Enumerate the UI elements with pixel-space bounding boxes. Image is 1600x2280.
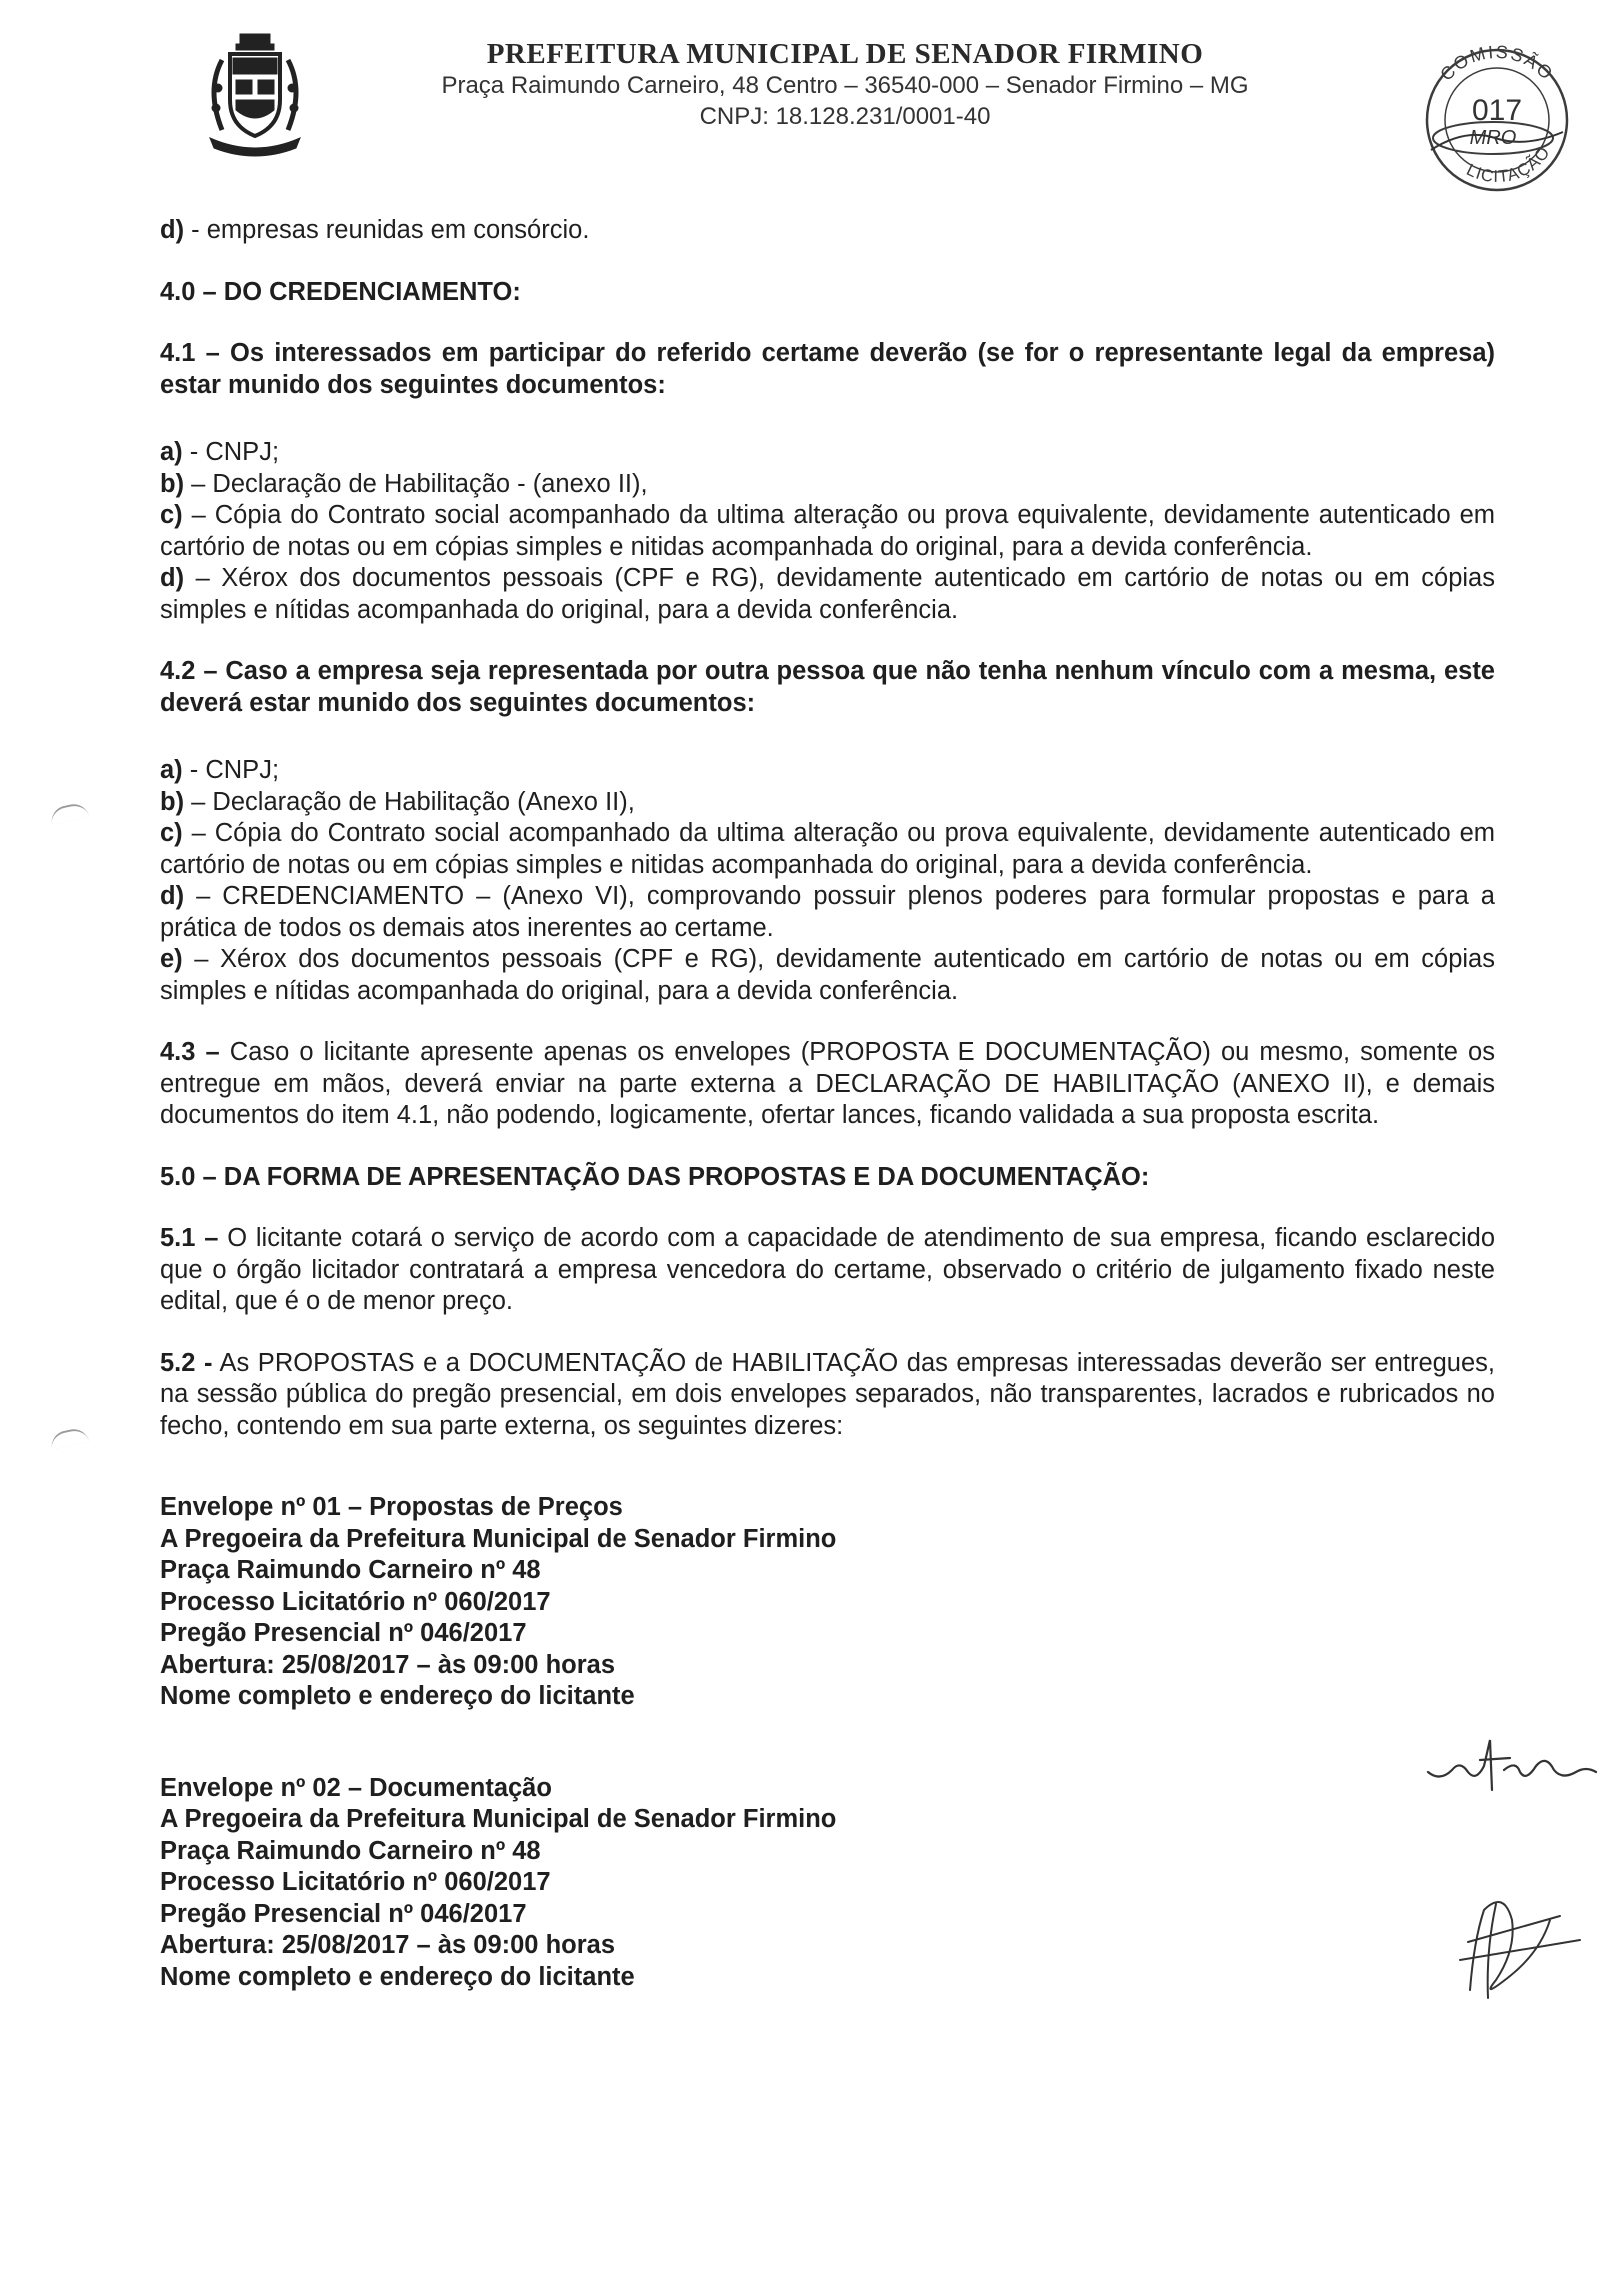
section-4-3: 4.3 – Caso o licitante apresente apenas os envelopes (PROPOSTA E DOCUMENTAÇÃO) ou mesmo, somente os entregue em mãos, deverá enviar na parte externa a DECLARAÇÃO DE HABILITAÇÃO (ANEXO II), e demais documentos do item 4.1, não podendo, logicamente, ofertar lances, ficando validada a sua proposta escrita. xyxy=(160,1038,1495,1129)
margin-mark xyxy=(49,1426,89,1450)
section-4-2-lead: 4.2 – Caso a empresa seja representada por outra pessoa que não tenha nenhum vínculo com a mesma, este deverá estar munido dos seguintes documentos: xyxy=(160,657,1495,717)
envelope-line: Envelope nº 01 – Propostas de Preços xyxy=(160,1493,623,1521)
list-item: c) – Cópia do Contrato social acompanhado da ultima alteração ou prova equivalente, devidamente autenticado em cartório de notas ou em cópias simples e nitidas acompanhada do original, para a devida conferência. xyxy=(160,819,1495,879)
commission-stamp xyxy=(1395,20,1600,205)
envelope-2-block xyxy=(160,1773,1495,1994)
section-5-1: 5.1 – O licitante cotará o serviço de acordo com a capacidade de atendimento de sua empresa, ficando esclarecido que o órgão licitador contratará a empresa vencedora do certame, observado o critério de julgamento fixado neste edital, que é o de menor preço. xyxy=(160,1224,1495,1315)
stamp-bottom-text: LICITAÇÃO xyxy=(1463,142,1554,187)
margin-mark xyxy=(49,801,89,825)
envelope-1-block xyxy=(160,1492,1495,1713)
svg-text:LICITAÇÃO xyxy=(1464,143,1554,187)
header-address: Praça Raimundo Carneiro, 48 Centro – 36540-000 – Senador Firmino – MG xyxy=(441,72,1249,99)
header-cnpj: CNPJ: 18.128.231/0001-40 xyxy=(699,103,991,130)
envelope-line: Processo Licitatório nº 060/2017 xyxy=(160,1868,551,1896)
envelope-line: Praça Raimundo Carneiro nº 48 xyxy=(160,1556,541,1584)
envelope-line: Praça Raimundo Carneiro nº 48 xyxy=(160,1836,541,1865)
list-item: d) – Xérox dos documentos pessoais (CPF e RG), devidamente autenticado em cartório de notas ou em cópias simples e nítidas acompanhada do original, para a devida conferência. xyxy=(160,564,1495,624)
envelope-line: Envelope nº 02 – Documentação xyxy=(160,1773,552,1802)
stamp-number: 017 xyxy=(1471,94,1523,127)
municipality-title: PREFEITURA MUNICIPAL DE SENADOR FIRMINO xyxy=(486,38,1204,70)
signature-initials xyxy=(1420,1720,1600,1800)
envelope-line: Pregão Presencial nº 046/2017 xyxy=(160,1899,527,1928)
signature-rubric xyxy=(1440,1880,1600,2010)
envelope-line: Processo Licitatório nº 060/2017 xyxy=(160,1587,551,1616)
section-4-1-lead: 4.1 – Os interessados em participar do referido certame deverão (se for o representante legal da empresa) estar munido dos seguintes documentos: xyxy=(160,339,1495,399)
list-item: d) – CREDENCIAMENTO – (Anexo VI), comprovando possuir plenos poderes para formular propostas e para a prática de todos os demais atos inerentes ao certame. xyxy=(160,882,1495,942)
coat-of-arms-logo xyxy=(200,30,310,160)
section-5-heading: 5.0 – DA FORMA DE APRESENTAÇÃO DAS PROPOSTAS E DA DOCUMENTAÇÃO: xyxy=(160,1162,1150,1191)
list-item: a) - CNPJ; xyxy=(160,438,280,466)
envelope-line: Nome completo e endereço do licitante xyxy=(160,1962,635,1991)
stamp-top-text: COMISSÃO xyxy=(1436,41,1558,85)
envelope-line: Abertura: 25/08/2017 – às 09:00 horas xyxy=(160,1650,616,1679)
list-item: b) – Declaração de Habilitação (Anexo II), xyxy=(160,787,635,816)
list-item: e) – Xérox dos documentos pessoais (CPF e RG), devidamente autenticado em cartório de notas ou em cópias simples e nítidas acompanhada do original, para a devida conferência. xyxy=(160,945,1495,1005)
list-item: c) – Cópia do Contrato social acompanhado da ultima alteração ou prova equivalente, devidamente autenticado em cartório de notas ou em cópias simples e nitidas acompanhada do original, para a devida conferência. xyxy=(160,501,1495,561)
section-4-heading: 4.0 – DO CREDENCIAMENTO: xyxy=(160,277,521,306)
section-5-2: 5.2 - As PROPOSTAS e a DOCUMENTAÇÃO de HABILITAÇÃO das empresas interessadas deverão ser entregues, na sessão pública do pregão presencial, em dois envelopes separados, não transparentes, lacrados e rubricados no fecho, contendo em sua parte externa, os seguintes dizeres: xyxy=(160,1348,1496,1440)
intro-item: d) - empresas reunidas em consórcio. xyxy=(160,216,590,244)
envelope-line: A Pregoeira da Prefeitura Municipal de Senador Firmino xyxy=(160,1524,837,1553)
envelope-line: Abertura: 25/08/2017 – às 09:00 horas xyxy=(160,1931,616,1959)
envelope-line: Pregão Presencial nº 046/2017 xyxy=(160,1619,527,1647)
envelope-line: A Pregoeira da Prefeitura Municipal de Senador Firmino xyxy=(160,1805,837,1833)
list-item: a) - CNPJ; xyxy=(160,756,280,784)
list-item: b) – Declaração de Habilitação - (anexo II), xyxy=(160,469,648,498)
document-body xyxy=(160,215,1495,1993)
envelope-line: Nome completo e endereço do licitante xyxy=(160,1682,635,1710)
stamp-initials: MRO xyxy=(1469,127,1517,149)
